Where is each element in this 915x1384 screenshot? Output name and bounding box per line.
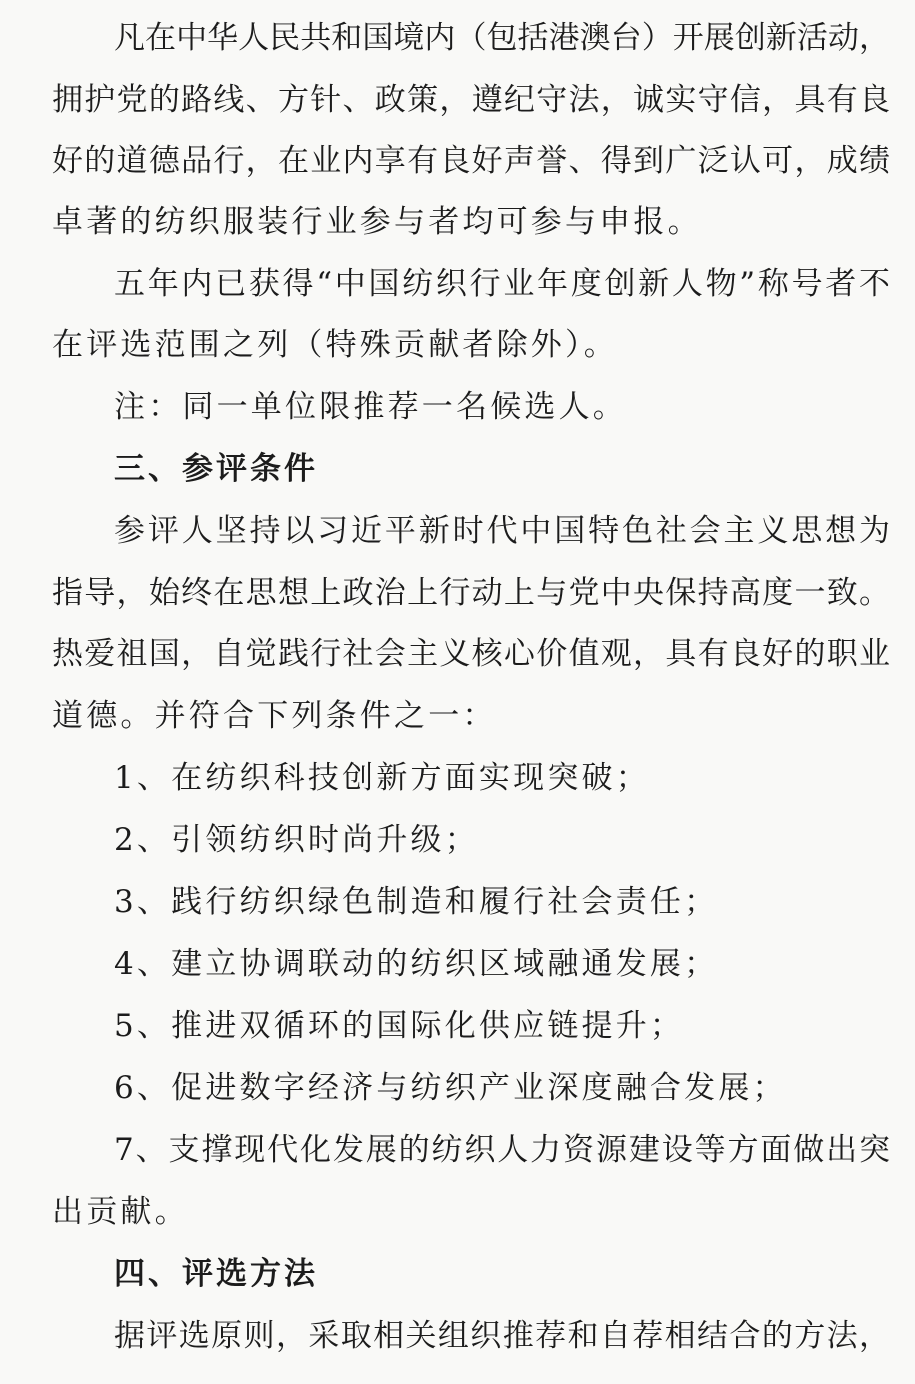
list-item: 5、推进双循环的国际化供应链提升； <box>114 1008 685 1044</box>
list-item: 6、促进数字经济与纺织产业深度融合发展； <box>114 1070 787 1106</box>
paragraph-line: 道德。并符合下列条件之一： <box>52 698 497 734</box>
paragraph-line: 据评选原则，采取相关组织推荐和自荐相结合的方法， <box>114 1318 890 1354</box>
section-heading: 四、评选方法 <box>114 1256 318 1292</box>
list-item-continuation: 出贡献。 <box>52 1194 189 1230</box>
paragraph-line: 指导，始终在思想上政治上行动上与党中央保持高度一致。 <box>52 575 890 611</box>
paragraph-line: 参评人坚持以习近平新时代中国特色社会主义思想为 <box>114 513 890 549</box>
list-item: 7、支撑现代化发展的纺织人力资源建设等方面做出突 <box>114 1132 890 1168</box>
paragraph-line: 凡在中华人民共和国境内（包括港澳台）开展创新活动， <box>114 20 890 56</box>
note-line: 注：同一单位限推荐一名候选人。 <box>114 389 627 425</box>
paragraph-line: 拥护党的路线、方针、政策，遵纪守法，诚实守信，具有良 <box>52 82 890 118</box>
list-item: 3、践行纺织绿色制造和履行社会责任； <box>114 884 719 920</box>
paragraph-line: 好的道德品行，在业内享有良好声誉、得到广泛认可，成绩 <box>52 143 890 179</box>
list-item: 2、引领纺织时尚升级； <box>114 822 479 858</box>
paragraph-line: 热爱祖国，自觉践行社会主义核心价值观，具有良好的职业 <box>52 636 890 672</box>
section-heading: 三、参评条件 <box>114 451 318 487</box>
paragraph-line: 卓著的纺织服装行业参与者均可参与申报。 <box>52 204 702 240</box>
list-item: 1、在纺织科技创新方面实现突破； <box>114 760 650 796</box>
list-item: 4、建立协调联动的纺织区域融通发展； <box>114 946 719 982</box>
paragraph-line: 五年内已获得“中国纺织行业年度创新人物”称号者不 <box>114 266 890 302</box>
paragraph-line: 在评选范围之列（特殊贡献者除外）。 <box>52 327 618 363</box>
